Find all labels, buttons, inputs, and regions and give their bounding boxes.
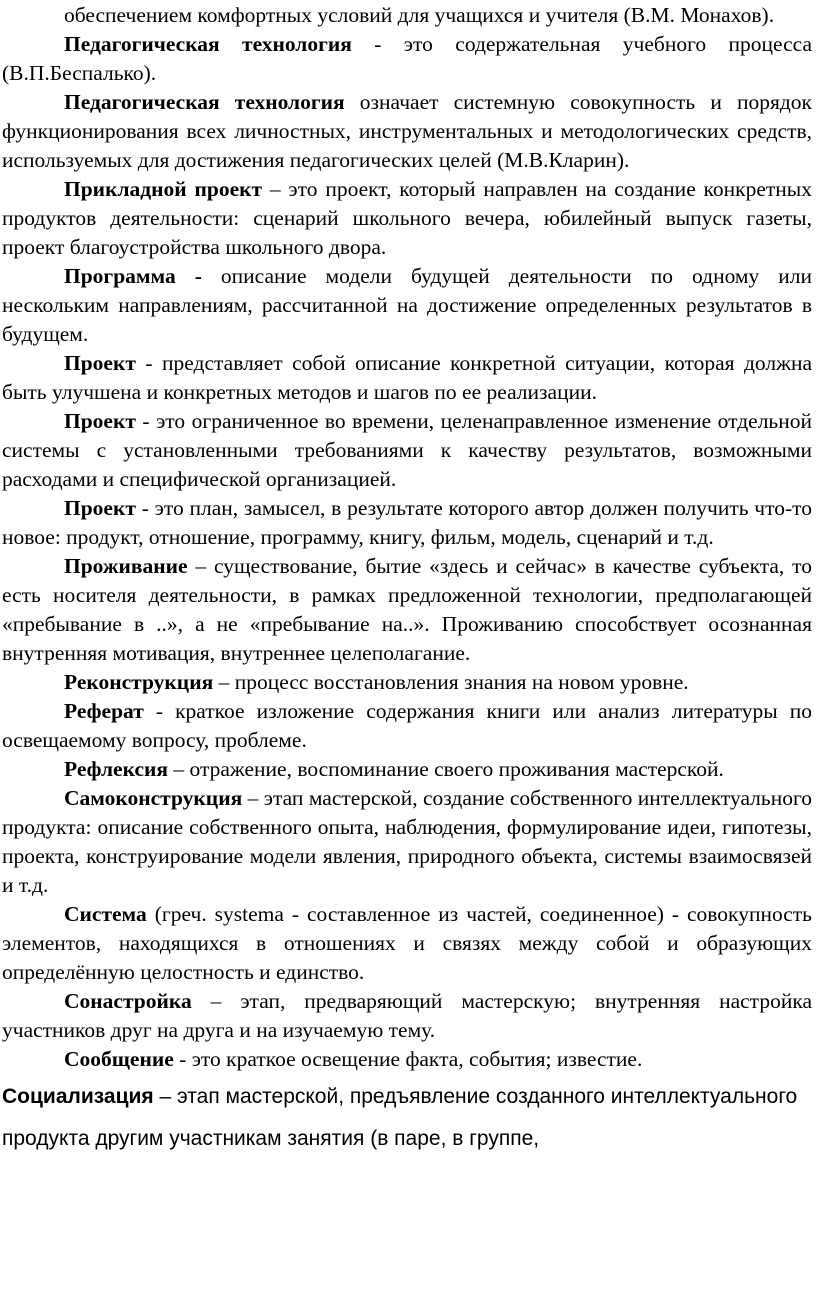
paragraph-3	[2, 175, 812, 262]
definition: - представляет собой описание конкретной ситуации, которая должна быть улучшена и конкретных методов и шагов по ее реализации.	[2, 351, 812, 404]
paragraph-10	[2, 697, 812, 755]
definition: – этап мастерской, создание собственного интеллектуального продукта: описание собственного опыта, наблюдения, формулирование идеи, гипотезы, проекта, конструирование модели явления, природного объекта, системы взаимосвязей и т.д.	[2, 786, 812, 897]
definition: - краткое изложение содержания книги или анализ литературы по освещаемому вопросу, проблеме.	[2, 699, 812, 752]
definition: – процесс восстановления знания на новом уровне.	[213, 670, 689, 694]
definition: – это проект, который направлен на создание конкретных продуктов деятельности: сценарий школьного вечера, юбилейный выпуск газеты, проект благоустройства школьного двора.	[2, 177, 812, 259]
definition: означает системную совокупность и порядок функционирования всех личностных, инструментальных и методологических средств, используемых для достижения педагогических целей (М.В.Кларин).	[2, 90, 812, 172]
paragraph-8	[2, 552, 812, 668]
term: Сообщение	[64, 1047, 174, 1071]
term: Проживание	[64, 554, 188, 578]
term: Педагогическая технология	[64, 32, 352, 56]
paragraph-7	[2, 494, 812, 552]
paragraph-14	[2, 987, 812, 1045]
definition: описание модели будущей деятельности по одному или нескольким направлениям, рассчитанной на достижение определенных результатов в будущем.	[2, 264, 812, 346]
definition: – этап, предваряющий мастерскую; внутренняя настройка участников друг на друга и на изучаемую тему.	[2, 989, 812, 1042]
paragraph-11	[2, 755, 812, 784]
paragraph-15	[2, 1045, 812, 1074]
definition: - это ограниченное во времени, целенаправленное изменение отдельной системы с установленными требованиями к качеству результатов, возможными расходами и специфической организацией.	[2, 409, 812, 491]
paragraph-6	[2, 407, 812, 494]
term: Рефлексия	[64, 757, 169, 781]
definition: - это план, замысел, в результате которого автор должен получить что-то новое: продукт, отношение, программу, книгу, фильм, модель, сценарий и т.д.	[2, 496, 812, 549]
paragraph-9	[2, 668, 812, 697]
paragraph-13	[2, 900, 812, 987]
term: Проект	[64, 351, 136, 375]
term: Сонастройка	[64, 989, 192, 1013]
term: Самоконструкция	[64, 786, 243, 810]
paragraph-5	[2, 349, 812, 407]
term: Педагогическая технология	[64, 90, 345, 114]
term: Социализация	[2, 1085, 154, 1108]
term: Программа -	[64, 264, 202, 288]
term: Проект	[64, 496, 136, 520]
definition: (греч. systema - составленное из частей, соединенное) - совокупность элементов, находящихся в отношениях и связях между собой и образующих определённую целостность и единство.	[2, 902, 812, 984]
definition: - это краткое освещение факта, события; известие.	[173, 1047, 643, 1071]
paragraph-12	[2, 784, 812, 900]
paragraph-1	[2, 30, 812, 88]
term: Реконструкция	[64, 670, 214, 694]
term: Прикладной проект	[64, 177, 263, 201]
paragraph-16	[2, 1076, 812, 1160]
term: Проект	[64, 409, 136, 433]
term: Система	[64, 902, 147, 926]
definition: – этап мастерской, предъявление созданного интеллектуального продукта другим участникам занятия (в паре, в группе,	[2, 1085, 798, 1150]
paragraph-4	[2, 262, 812, 349]
definition: – отражение, воспоминание своего проживания мастерской.	[168, 757, 724, 781]
term: Реферат	[64, 699, 144, 723]
paragraph-text: обеспечением комфортных условий для учащихся и учителя (В.М. Монахов).	[64, 3, 775, 27]
paragraph-2	[2, 88, 812, 175]
definition: - это содержательная учебного процесса (В.П.Беспалько).	[2, 32, 812, 85]
definition: – существование, бытие «здесь и сейчас» в качестве субъекта, то есть носителя деятельности, в рамках предложенной технологии, предполагающей «пребывание в ..», а не «пребывание на..». Проживанию способствует осознанная внутренняя мотивация, внутреннее целеполагание.	[2, 554, 812, 665]
paragraph-0	[2, 1, 812, 30]
